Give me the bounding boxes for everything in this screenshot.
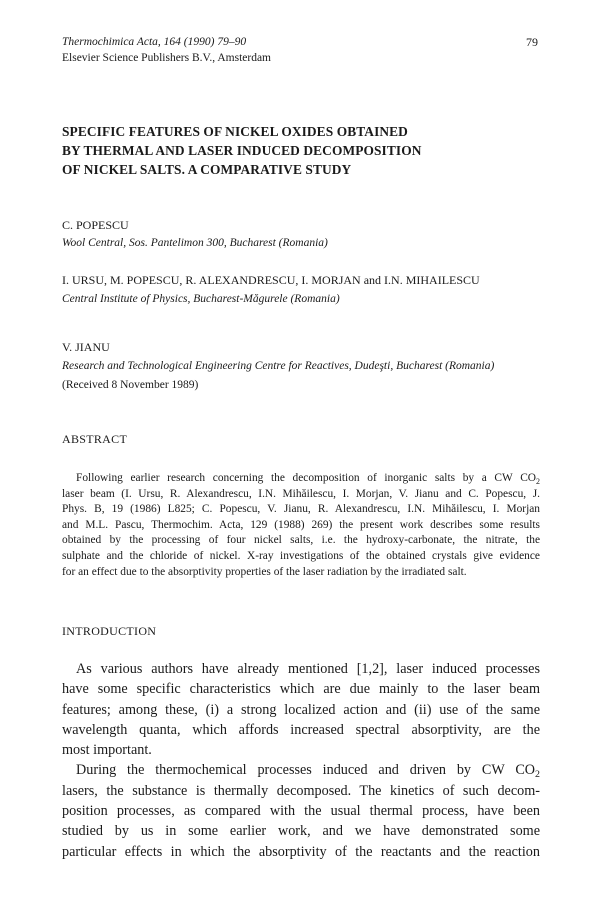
abstract-line: for an effect due to the absorptivity properties of the laser radiation by the irradiated salt. — [62, 565, 467, 578]
intro-line: During the thermochemical processes induced and driven by CW $CO_2$ — [76, 762, 540, 781]
intro-line: lasers, the substance is thermally decomposed. The kinetics of such decom- — [62, 782, 540, 799]
intro-line: position processes, as compared with the usual thermal process, have been — [62, 803, 540, 820]
abstract-text — [62, 471, 540, 580]
abstract-line: Following earlier research concerning the decomposition of inorganic salts by a CW $CO_2$ — [76, 472, 540, 486]
abstract-line: laser beam (I. Ursu, R. Alexandrescu, I.N. Mihăilescu, I. Morjan, V. Jianu and C. Popescu, J. — [62, 487, 540, 500]
page-number: 79 — [526, 35, 538, 49]
affiliation: Central Institute of Physics, Bucharest-Măgurele (Romania) — [62, 293, 340, 305]
abstract-line: sulphate and the chloride of nickel. X-ray investigations of the obtained crystals give evidence — [62, 549, 540, 562]
introduction-heading: INTRODUCTION — [62, 624, 157, 638]
affiliation: Wool Central, Sos. Pantelimon 300, Bucharest (Romania) — [62, 237, 328, 249]
abstract-heading: ABSTRACT — [62, 432, 128, 446]
intro-line: most important. — [62, 742, 152, 759]
intro-line: studied by us in some earlier work, and we have demonstrated some — [62, 823, 540, 840]
intro-line: have some specific characteristics which are due mainly to the laser beam — [62, 681, 540, 698]
author-names: I. URSU, M. POPESCU, R. ALEXANDRESCU, I. MORJAN and I.N. MIHAILESCU — [62, 273, 480, 287]
journal-citation: Thermochimica Acta, 164 (1990) 79–90 — [62, 36, 247, 48]
title-line: SPECIFIC FEATURES OF NICKEL OXIDES OBTAINED — [62, 124, 408, 139]
title-line: BY THERMAL AND LASER INDUCED DECOMPOSITION — [62, 143, 422, 158]
intro-line: features; among these, (i) a strong localized action and (ii) use of the same — [62, 701, 540, 718]
paper-title — [62, 122, 542, 179]
abstract-line: and M.L. Pascu, Thermochim. Acta, 129 (1988) 269) the present work describes some results — [62, 518, 540, 531]
intro-line: wavelength quanta, which affords increased spectral absorptivity, are the — [62, 721, 540, 738]
intro-line: particular effects in which the absorptivity of the reactants and the reaction — [62, 843, 540, 860]
affiliation: Research and Technological Engineering Centre for Reactives, Dudeşti, Bucharest (Romania) — [62, 360, 495, 372]
publisher-line: Elsevier Science Publishers B.V., Amsterdam — [62, 52, 271, 64]
abstract-line: obtained by the processing of four nickel salts, i.e. the hydroxy-carbonate, the nitrate, the — [62, 534, 540, 547]
author-names: C. POPESCU — [62, 218, 129, 232]
author-names: V. JIANU — [62, 340, 110, 354]
intro-line: As various authors have already mentioned [1,2], laser induced processes — [76, 661, 540, 677]
abstract-line: Phys. B, 19 (1986) L825; C. Popescu, V. Jianu, R. Alexandrescu, I.N. Mihăilescu, I. Morjan — [62, 503, 540, 516]
received-date: (Received 8 November 1989) — [62, 379, 199, 391]
title-line: OF NICKEL SALTS. A COMPARATIVE STUDY — [62, 162, 352, 177]
introduction-text — [62, 659, 540, 862]
